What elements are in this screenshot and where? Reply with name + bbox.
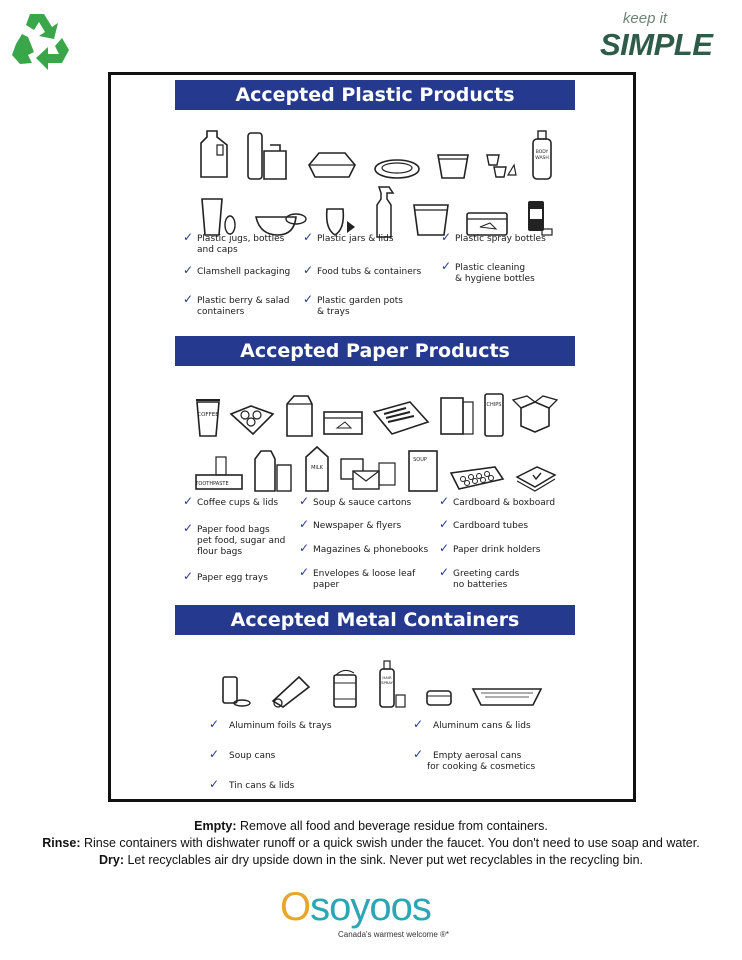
newspaper-icon — [370, 398, 432, 438]
recycling-poster — [108, 72, 636, 802]
open-box-icon — [511, 392, 559, 438]
aluminum-foil-icon — [269, 673, 313, 709]
small-cups-icon — [484, 147, 518, 181]
keep-it-text: keep it — [622, 10, 668, 27]
check-icon: ✓ — [183, 494, 194, 508]
list-item: ✓ Cardboard tubes — [439, 517, 529, 531]
plastic-icons-row-1 — [191, 121, 561, 181]
check-icon: ✓ — [439, 565, 450, 579]
check-icon: ✓ — [441, 259, 452, 273]
cartons-icon — [251, 447, 295, 493]
check-icon: ✓ — [299, 494, 310, 508]
instruction-empty: Empty: Remove all food and beverage residue from containers. — [194, 819, 548, 833]
chips-label: CHIPS — [486, 402, 501, 408]
list-item: ✓ Plastic jugs, bottles and caps — [183, 230, 285, 255]
list-item: ✓ Food tubs & containers — [303, 263, 422, 277]
spray-bottle-icon — [375, 185, 397, 239]
list-item: ✓ Paper egg trays — [183, 569, 268, 583]
list-item: ✓ Aluminum foils & trays — [209, 717, 332, 731]
list-item: ✓ Plastic garden pots & trays — [303, 292, 403, 317]
body-wash-label: BODY — [536, 150, 549, 155]
detergent-bottles-icon — [244, 129, 292, 181]
list-item: ✓ Clamshell packaging — [183, 263, 291, 277]
check-icon: ✓ — [413, 717, 424, 731]
food-tub-icon — [435, 151, 471, 181]
paper-bag-icon — [282, 394, 316, 438]
simple-text: SIMPLE — [600, 27, 713, 62]
aluminum-tray-icon — [471, 683, 543, 709]
list-item: ✓ Tin cans & lids — [209, 777, 295, 791]
toothpaste-label: TOOTHPASTE — [195, 481, 230, 487]
egg-tray-icon — [447, 463, 507, 493]
list-item: ✓ Cardboard & boxboard — [439, 494, 556, 508]
list-item: ✓ Plastic berry & salad containers — [183, 292, 290, 317]
check-icon: ✓ — [183, 263, 194, 277]
list-item: ✓ Soup cans — [209, 747, 276, 761]
keep-it-simple-logo — [600, 10, 713, 62]
greeting-cards-icon — [513, 461, 557, 493]
check-icon: ✓ — [183, 292, 194, 306]
soup-label: SOUP — [412, 457, 427, 463]
check-icon: ✓ — [183, 521, 194, 535]
body-wash-bottle-icon — [530, 129, 554, 181]
plastic-lid-icon — [372, 157, 422, 181]
cereal-box-icon — [437, 392, 477, 438]
tin-can-icon — [220, 671, 252, 709]
check-icon: ✓ — [439, 517, 450, 531]
list-item: ✓ Plastic cleaning & hygiene bottles — [441, 259, 535, 284]
check-icon: ✓ — [209, 747, 220, 761]
check-icon: ✓ — [413, 747, 424, 761]
list-item: ✓ Newspaper & flyers — [299, 517, 402, 531]
plastic-banner: Accepted Plastic Products — [175, 80, 575, 110]
svg-text:SPRAY: SPRAY — [380, 680, 393, 685]
aerosol-can-icon — [377, 659, 407, 709]
metal-banner: Accepted Metal Containers — [175, 605, 575, 635]
toothpaste-box-icon — [194, 453, 244, 493]
aluminum-can-icon — [424, 687, 454, 709]
osoyoos-wordmark: Osoyoos — [280, 885, 431, 929]
osoyoos-logo — [280, 886, 470, 946]
list-item: ✓ Empty aerosal cans for cooking & cosmetics — [413, 747, 536, 772]
plastic-jar-icon — [524, 197, 554, 239]
check-icon: ✓ — [441, 230, 452, 244]
coffee-cup-icon — [194, 396, 222, 438]
soup-can-icon — [330, 667, 360, 709]
paper-icons-row-1 — [191, 378, 561, 438]
milk-carton-icon — [302, 443, 332, 493]
list-item: ✓ Magazines & phonebooks — [299, 541, 429, 555]
hair-spray-label: HAIR — [381, 675, 392, 680]
recycle-arrows-icon — [8, 8, 74, 74]
svg-text:WASH: WASH — [535, 156, 550, 161]
envelopes-icon — [339, 457, 399, 493]
paper-banner: Accepted Paper Products — [175, 336, 575, 366]
plastic-jug-icon — [197, 129, 231, 181]
list-item: ✓ Aluminum cans & lids — [413, 717, 531, 731]
instruction-dry: Dry: Let recyclables air dry upside down in the sink. Never put wet recyclables in the recycling bin. — [98, 853, 644, 867]
list-item: ✓ Coffee cups & lids — [183, 494, 279, 508]
check-icon: ✓ — [439, 494, 450, 508]
check-icon: ✓ — [303, 263, 314, 277]
chips-tube-icon — [482, 390, 506, 438]
metal-icons-row — [211, 649, 551, 709]
list-item: ✓ Paper food bags pet food, sugar and flour bags — [183, 521, 286, 557]
list-item: ✓ Soup & sauce cartons — [299, 494, 412, 508]
list-item: ✓ Plastic spray bottles — [441, 230, 546, 244]
soup-carton-icon — [406, 447, 440, 493]
check-icon: ✓ — [183, 569, 194, 583]
check-icon: ✓ — [439, 541, 450, 555]
garden-pot-icon — [321, 199, 361, 239]
osoyoos-tagline: Canada's warmest welcome ®* — [338, 930, 450, 939]
coffee-label: COFFEE — [196, 412, 219, 418]
instructions — [0, 818, 742, 869]
plastic-icons-row-2 — [191, 179, 561, 239]
check-icon: ✓ — [303, 230, 314, 244]
check-icon: ✓ — [209, 777, 220, 791]
check-icon: ✓ — [303, 292, 314, 306]
check-icon: ✓ — [299, 517, 310, 531]
list-item: ✓ Envelopes & loose leaf paper — [299, 565, 416, 590]
list-item: ✓ Greeting cards no batteries — [439, 565, 520, 590]
list-item: ✓ Plastic jars & lids — [303, 230, 394, 244]
instruction-rinse: Rinse: Rinse containers with dishwater runoff or a quick swish under the faucet. You don't need to use soap and water. — [42, 836, 700, 850]
list-item: ✓ Paper drink holders — [439, 541, 541, 555]
clamshell-icon — [305, 147, 359, 181]
milk-label: MILK — [311, 465, 324, 471]
check-icon: ✓ — [209, 717, 220, 731]
paper-icons-row-2 — [191, 433, 561, 493]
check-icon: ✓ — [299, 565, 310, 579]
check-icon: ✓ — [183, 230, 194, 244]
plastic-cup-icon — [198, 195, 238, 239]
check-icon: ✓ — [299, 541, 310, 555]
